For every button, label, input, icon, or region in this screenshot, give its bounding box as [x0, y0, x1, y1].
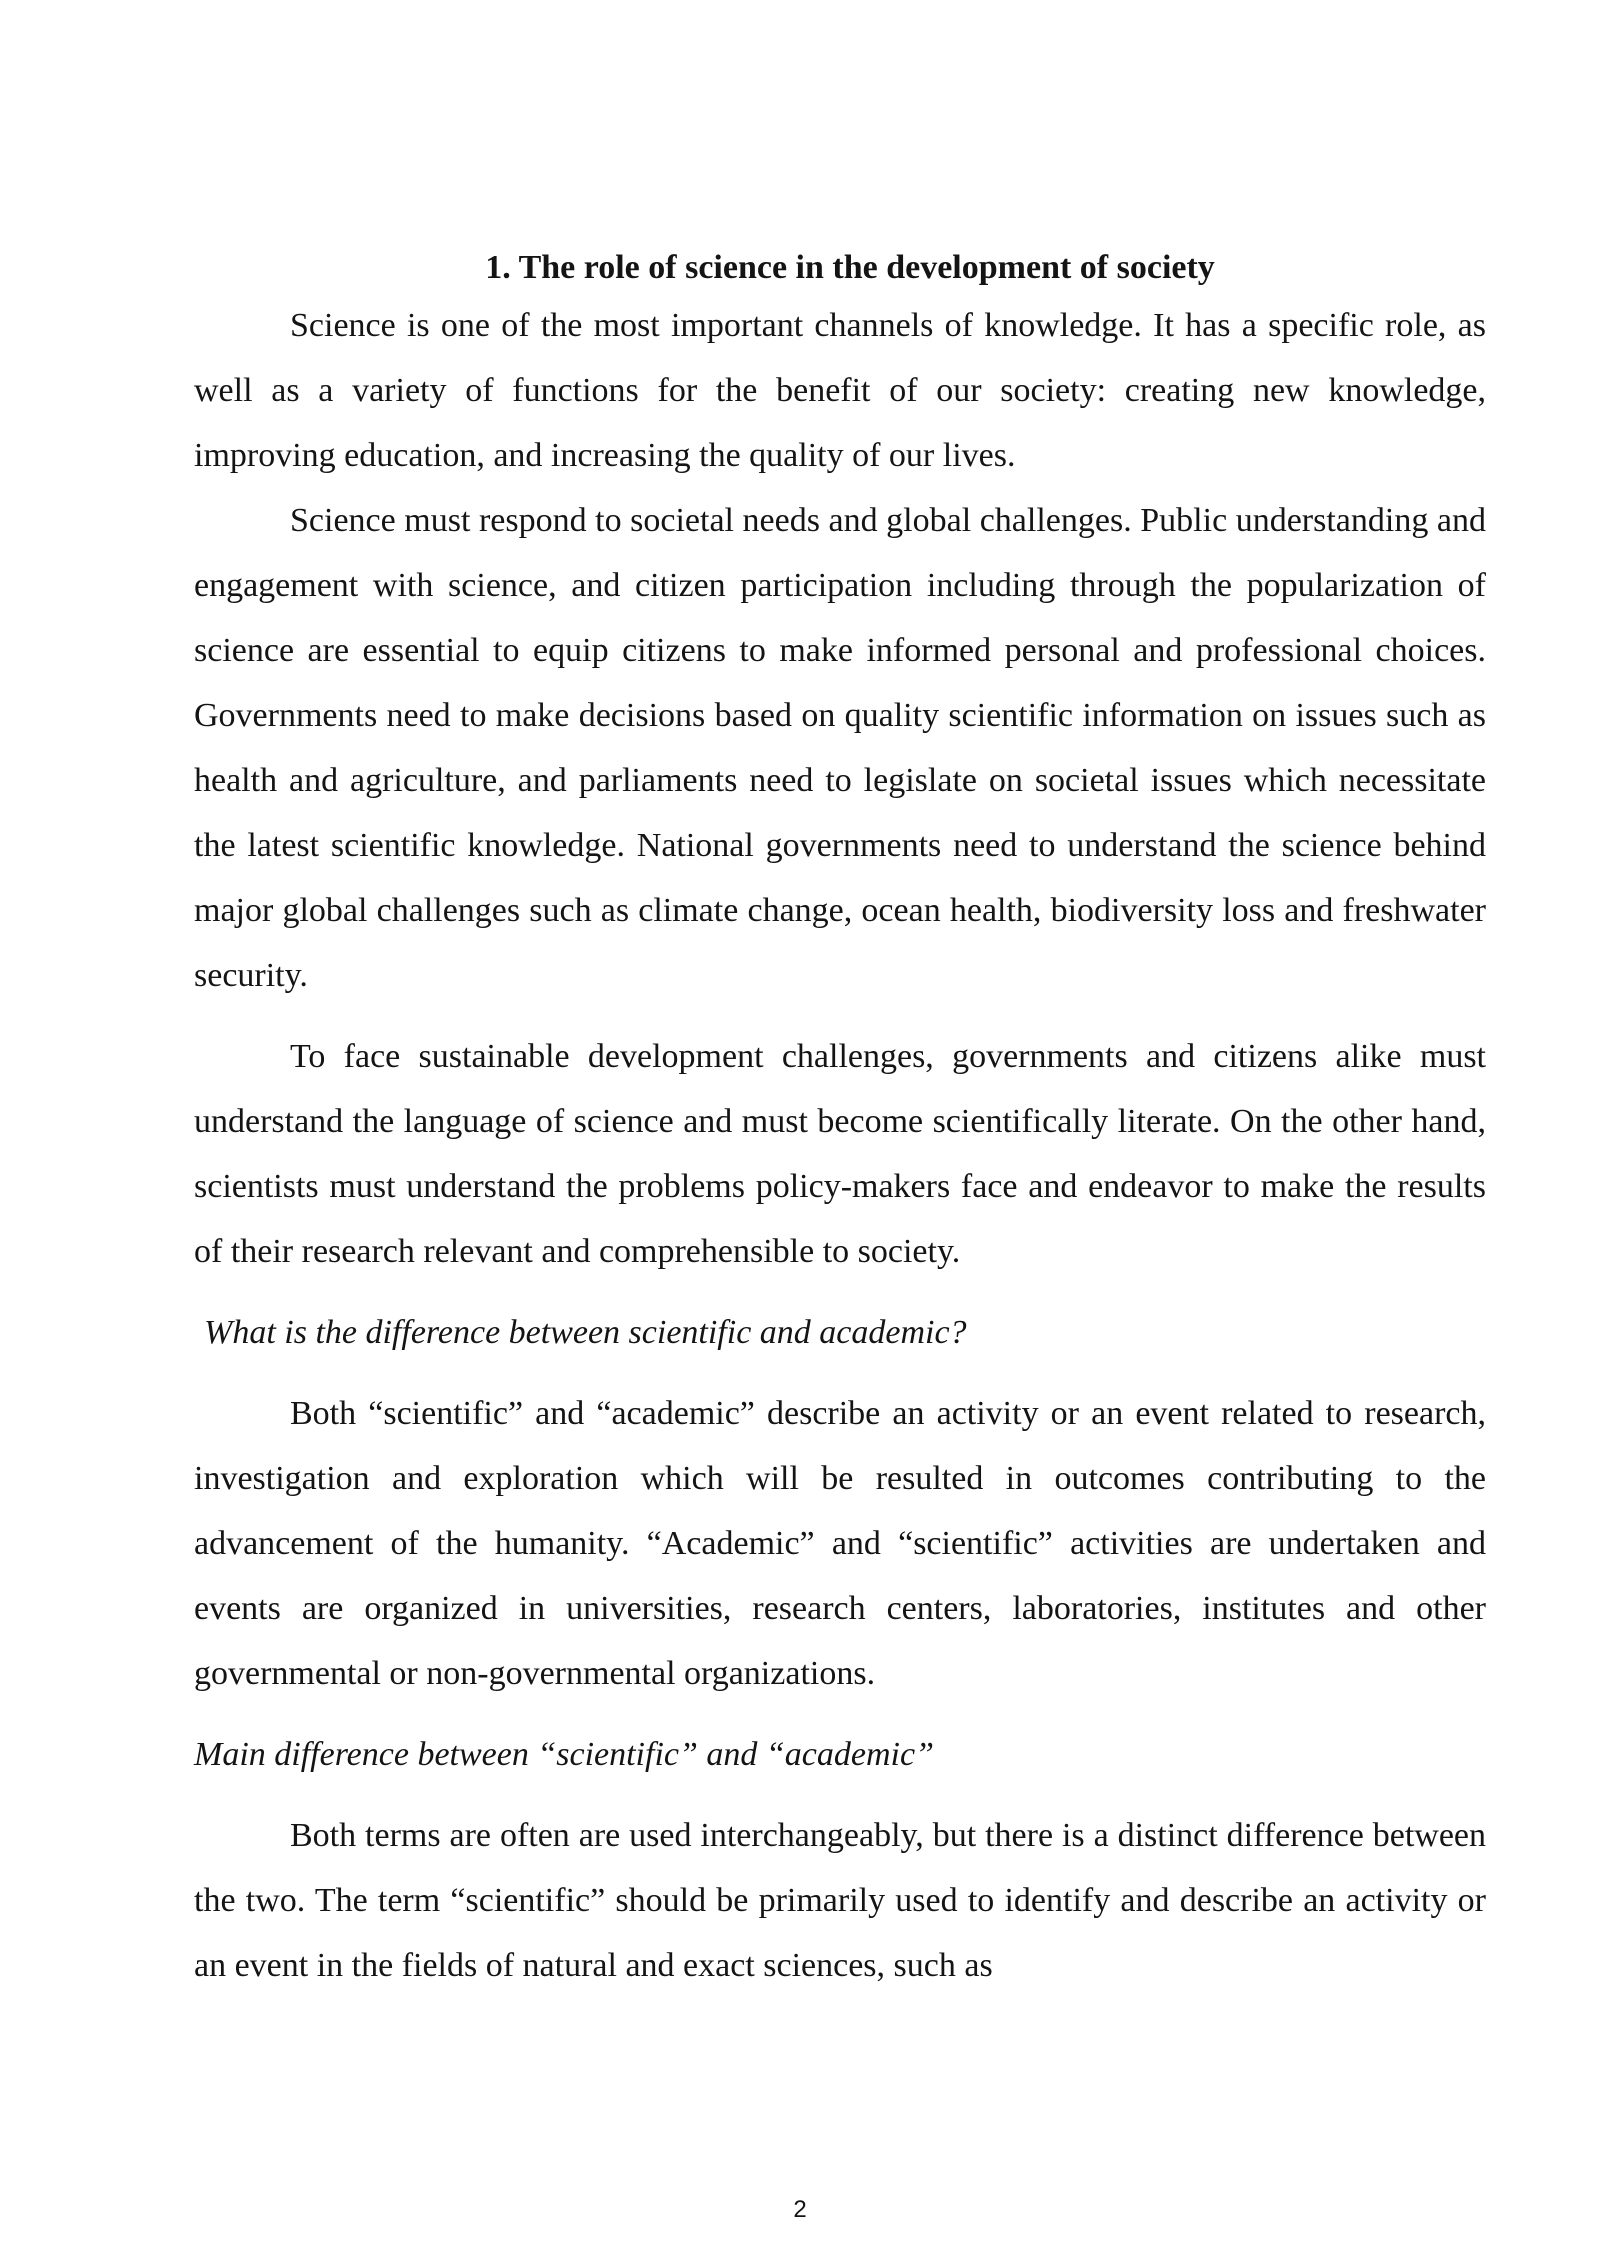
paragraph-science-role: Science is one of the most important channels of knowledge. It has a specific role, as well as a variety of functions for the benefit of our society: creating new knowledge, improving education, and increasing the quality of our lives. — [194, 307, 1486, 474]
subheading-difference-question: What is the difference between scientific and academic? — [204, 1314, 967, 1351]
paragraph-scientific-academic: Both “scientific” and “academic” describe an activity or an event related to research, investigation and exploration which will be resulted in outcomes contributing to the advancement of the humanity. “Academic” and “scientific” activities are undertaken and events are organized in universities, research centers, laboratories, institutes and other governmental or non-governmental organizations. — [194, 1395, 1486, 1692]
paragraph-spacer — [194, 1706, 1486, 1722]
paragraph-spacer — [194, 1008, 1486, 1024]
paragraph-sustainable-development: To face sustainable development challenges, governments and citizens alike must understand the language of science and must become scientifically literate. On the other hand, scientists must understand the problems policy-makers face and endeavor to make the results of their research relevant and comprehensible to society. — [194, 1038, 1486, 1270]
page-number: 2 — [793, 2196, 807, 2223]
section-heading: 1. The role of science in the development of society — [485, 249, 1215, 286]
paragraph-spacer — [194, 1365, 1486, 1381]
paragraph-societal-needs: Science must respond to societal needs and global challenges. Public understanding and engagement with science, and citizen participation including through the popularization of science are essential to equip citizens to make informed personal and professional choices. Governments need to make decisions based on quality scientific information on issues such as health and agriculture, and parliaments need to legislate on societal issues which necessitate the latest scientific knowledge. National governments need to understand the science behind major global challenges such as climate change, ocean health, biodiversity loss and freshwater security. — [194, 502, 1486, 994]
paragraph-spacer — [194, 1787, 1486, 1803]
subheading-main-difference: Main difference between “scientific” and “academic” — [194, 1736, 934, 1773]
paragraph-interchangeable-terms: Both terms are often are used interchangeably, but there is a distinct difference between the two. The term “scientific” should be primarily used to identify and describe an activity or an event in the fields of natural and exact sciences, such as — [194, 1817, 1486, 1984]
page-content — [194, 243, 1486, 1998]
paragraph-spacer — [194, 1284, 1486, 1300]
